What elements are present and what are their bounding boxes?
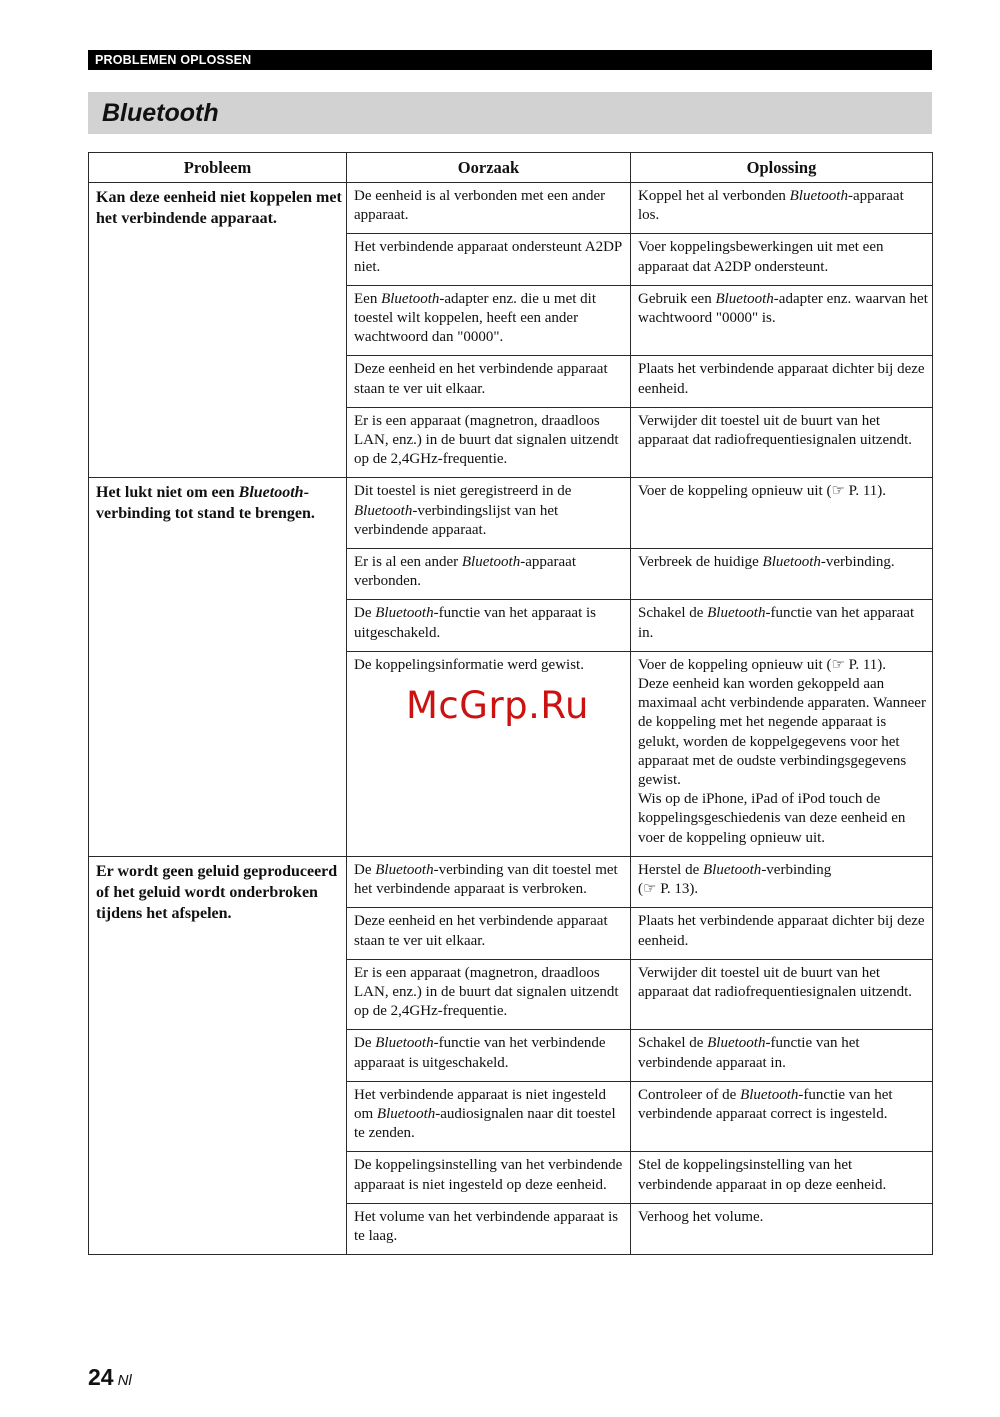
problem-cell: Het lukt niet om een Bluetooth-verbinding tot stand te brengen. xyxy=(89,478,347,856)
solution-cell: Voer koppelingsbewerkingen uit met een apparaat dat A2DP ondersteunt. xyxy=(631,234,933,285)
cause-cell: Er is een apparaat (magnetron, draadloos LAN, enz.) in de buurt dat signalen uitzendt op de 2,4GHz-frequentie. xyxy=(347,959,631,1030)
cause-cell: Deze eenheid en het verbindende apparaat staan te ver uit elkaar. xyxy=(347,356,631,407)
problem-cell: Kan deze eenheid niet koppelen met het verbindende apparaat. xyxy=(89,183,347,478)
solution-cell: Verwijder dit toestel uit de buurt van het apparaat dat radiofrequentiesignalen uitzendt. xyxy=(631,959,933,1030)
solution-cell: Schakel de Bluetooth-functie van het verbindende apparaat in. xyxy=(631,1030,933,1081)
header-oorzaak: Oorzaak xyxy=(347,153,631,183)
table-row xyxy=(89,856,933,907)
cause-cell: Er is een apparaat (magnetron, draadloos LAN, enz.) in de buurt dat signalen uitzendt op de 2,4GHz-frequentie. xyxy=(347,407,631,478)
cause-cell: De Bluetooth-verbinding van dit toestel met het verbindende apparaat is verbroken. xyxy=(347,856,631,907)
solution-cell: Plaats het verbindende apparaat dichter bij deze eenheid. xyxy=(631,908,933,959)
solution-cell: Voer de koppeling opnieuw uit (☞ P. 11). Deze eenheid kan worden gekoppeld aan maximaal acht verbindende apparaten. Wanneer de koppeling met het negende apparaat is gelukt, worden de koppelgegevens voor het apparaat met de oudste verbindingsgegevens gewist. Wis op de iPhone, iPad of iPod touch de koppelingsgeschiedenis van deze eenheid en voer de koppeling opnieuw uit. xyxy=(631,651,933,856)
table-header-row xyxy=(89,153,933,183)
cause-cell: Het verbindende apparaat is niet ingesteld om Bluetooth-audiosignalen naar dit toestel te zenden. xyxy=(347,1081,631,1152)
solution-cell: Verhoog het volume. xyxy=(631,1203,933,1254)
solution-cell: Verwijder dit toestel uit de buurt van het apparaat dat radiofrequentiesignalen uitzendt. xyxy=(631,407,933,478)
header-probleem: Probleem xyxy=(89,153,347,183)
cause-cell: Het verbindende apparaat ondersteunt A2DP niet. xyxy=(347,234,631,285)
solution-cell: Gebruik een Bluetooth-adapter enz. waarvan het wachtwoord "0000" is. xyxy=(631,285,933,356)
page-language: Nl xyxy=(117,1372,132,1389)
table-row xyxy=(89,478,933,549)
cause-cell: Het volume van het verbindende apparaat is te laag. xyxy=(347,1203,631,1254)
watermark: McGrp.Ru xyxy=(406,684,589,727)
table-row xyxy=(89,183,933,234)
cause-cell: Dit toestel is niet geregistreerd in de Bluetooth-verbindingslijst van het verbindende apparaat. xyxy=(347,478,631,549)
cause-cell: De eenheid is al verbonden met een ander apparaat. xyxy=(347,183,631,234)
solution-cell: Herstel de Bluetooth-verbinding (☞ P. 13). xyxy=(631,856,933,907)
solution-cell: Controleer of de Bluetooth-functie van het verbindende apparaat correct is ingesteld. xyxy=(631,1081,933,1152)
cause-cell: Een Bluetooth-adapter enz. die u met dit toestel wilt koppelen, heeft een ander wachtwoord dan "0000". xyxy=(347,285,631,356)
solution-cell: Voer de koppeling opnieuw uit (☞ P. 11). xyxy=(631,478,933,549)
cause-cell: De koppelingsinformatie werd gewist. xyxy=(347,651,631,856)
page-title: Bluetooth xyxy=(102,99,219,127)
problem-cell: Er wordt geen geluid geproduceerd of het geluid wordt onderbroken tijdens het afspelen. xyxy=(89,856,347,1254)
solution-cell: Verbreek de huidige Bluetooth-verbinding. xyxy=(631,549,933,600)
solution-cell: Schakel de Bluetooth-functie van het apparaat in. xyxy=(631,600,933,651)
page-number: 24 xyxy=(88,1364,114,1390)
cause-cell: Deze eenheid en het verbindende apparaat staan te ver uit elkaar. xyxy=(347,908,631,959)
cause-cell: De Bluetooth-functie van het apparaat is uitgeschakeld. xyxy=(347,600,631,651)
cause-cell: De koppelingsinstelling van het verbindende apparaat is niet ingesteld op deze eenheid. xyxy=(347,1152,631,1203)
solution-cell: Koppel het al verbonden Bluetooth-apparaat los. xyxy=(631,183,933,234)
cause-cell: Er is al een ander Bluetooth-apparaat verbonden. xyxy=(347,549,631,600)
solution-cell: Stel de koppelingsinstelling van het verbindende apparaat in op deze eenheid. xyxy=(631,1152,933,1203)
page-footer xyxy=(88,1364,132,1391)
section-header: PROBLEMEN OPLOSSEN xyxy=(88,50,932,70)
solution-cell: Plaats het verbindende apparaat dichter bij deze eenheid. xyxy=(631,356,933,407)
header-oplossing: Oplossing xyxy=(631,153,933,183)
title-band xyxy=(88,92,932,134)
cause-cell: De Bluetooth-functie van het verbindende apparaat is uitgeschakeld. xyxy=(347,1030,631,1081)
